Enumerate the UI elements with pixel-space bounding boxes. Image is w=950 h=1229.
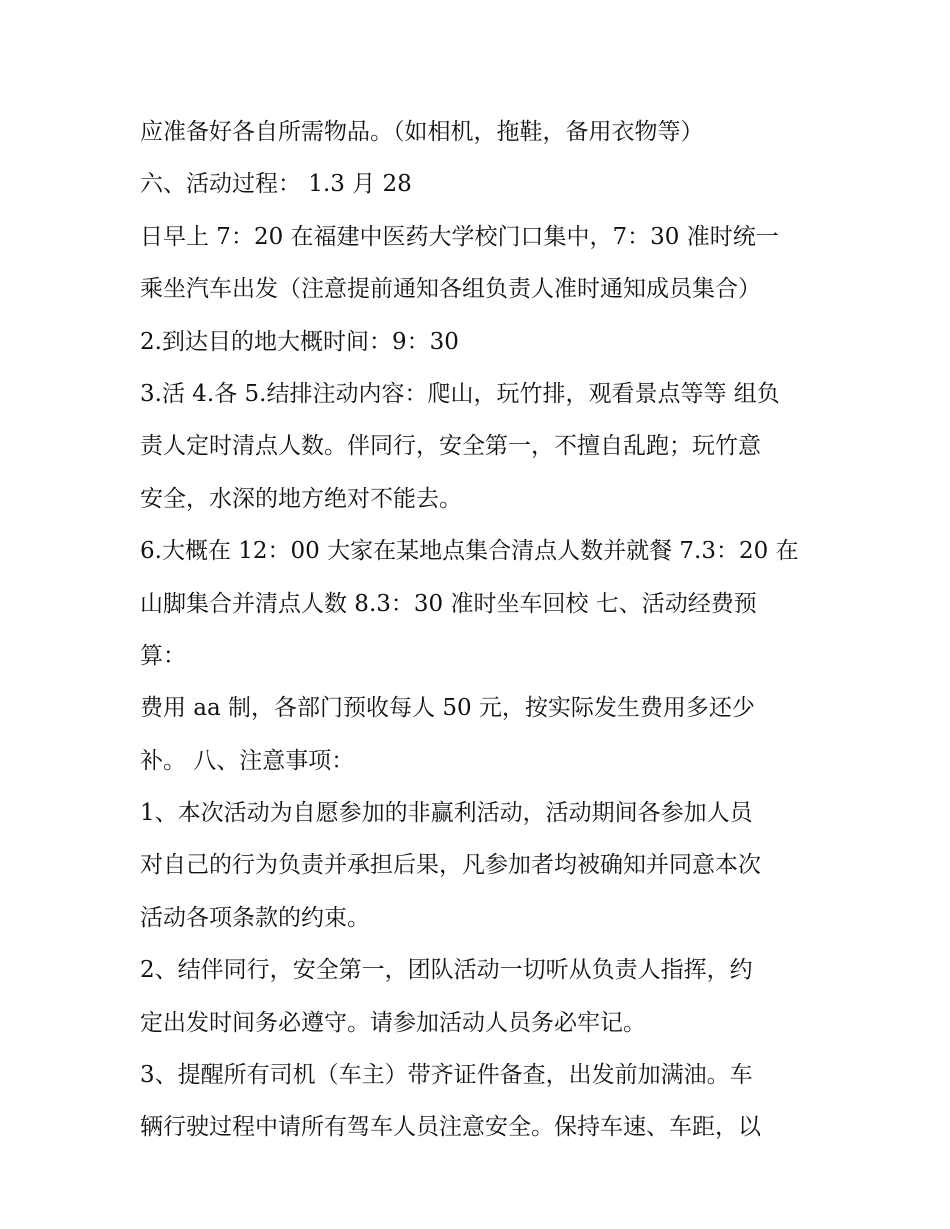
text-line: 对自己的行为负责并承担后果，凡参加者均被确知并同意本次 (140, 852, 761, 879)
text-line: 2.到达目的地大概时间：9：30 (140, 328, 459, 355)
text-line: 3.活 4.各 5.结排注动内容：爬山，玩竹排，观看景点等等 组负 (140, 380, 780, 407)
text-line: 责人定时清点人数。伴同行，安全第一，不擅自乱跑；玩竹意 (140, 433, 761, 460)
text-line: 日早上 7：20 在福建中医药大学校门口集中，7：30 准时统一 (140, 223, 779, 250)
text-line: 3、提醒所有司机（车主）带齐证件备查，出发前加满油。车 (140, 1062, 753, 1089)
text-line: 乘坐汽车出发（注意提前通知各组负责人准时通知成员集合） (140, 276, 761, 303)
text-line: 山脚集合并清点人数 8.3：30 准时坐车回校 七、活动经费预 (140, 590, 757, 617)
text-line: 定出发时间务必遵守。请参加活动人员务必牢记。 (140, 1009, 646, 1036)
section-heading-notes: 补。 八、注意事项： (140, 747, 355, 774)
text-line: 6.大概在 12：00 大家在某地点集合清点人数并就餐 7.3：20 在 (140, 538, 799, 565)
text-line: 辆行驶过程中请所有驾车人员注意安全。保持车速、车距，以 (140, 1114, 761, 1141)
section-heading-activity-process: 六、活动过程： 1.3 月 28 (140, 171, 412, 198)
text-line: 活动各项条款的约束。 (140, 904, 370, 931)
text-line: 2、结伴同行，安全第一，团队活动一切听从负责人指挥，约 (140, 957, 753, 984)
text-line: 应准备好各自所需物品。（如相机，拖鞋，备用衣物等） (140, 119, 704, 145)
text-line: 算： (140, 642, 186, 669)
text-line: 1、本次活动为自愿参加的非赢利活动，活动期间各参加人员 (140, 800, 753, 827)
text-line: 费用 aa 制，各部门预收每人 50 元，按实际发生费用多还少 (140, 695, 755, 722)
text-line: 安全，水深的地方绝对不能去。 (140, 485, 462, 512)
document-body (140, 106, 820, 1154)
